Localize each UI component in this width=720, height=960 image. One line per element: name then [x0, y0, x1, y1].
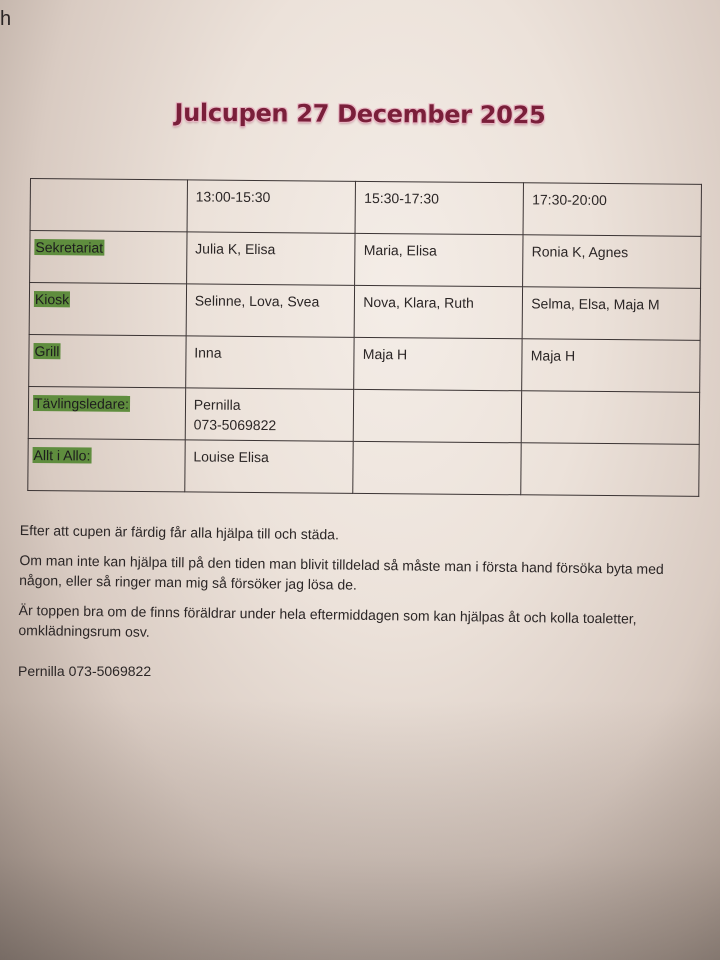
table-cell: Selma, Elsa, Maja M: [522, 287, 700, 341]
note-paragraph: Om man inte kan hjälpa till på den tiden man blivit tilldelad så måste man i första hand försöka byta med någon, eller så ringer man mig så försöker jag lösa de.: [19, 551, 664, 593]
table-cell: Ronia K, Agnes: [523, 235, 701, 289]
table-cell: [522, 391, 700, 445]
role-label-kiosk: Kiosk: [34, 291, 70, 308]
signature-contact: Pernilla 073-5069822: [18, 663, 152, 679]
table-cell: [521, 443, 699, 497]
role-cell: [29, 283, 186, 336]
role-cell: [30, 231, 187, 284]
corner-mark: h: [0, 8, 12, 30]
table-cell: [354, 389, 522, 442]
table-row: [29, 283, 700, 341]
table-row: [28, 438, 699, 496]
role-label-grill: Grill: [34, 343, 60, 360]
table-cell: Nova, Klara, Ruth: [354, 285, 522, 338]
table-cell: [353, 441, 521, 494]
table-row: [29, 334, 700, 392]
table-cell: Inna: [185, 336, 354, 389]
role-label-sekretariat: Sekretariat: [35, 239, 104, 256]
table-cell: Maja H: [522, 339, 700, 393]
time-slot-3: 17:30-20:00: [523, 183, 701, 237]
time-slot-2: 15:30-17:30: [355, 181, 523, 234]
note-paragraph: Efter att cupen är färdig får alla hjälpa till och städa.: [19, 521, 340, 543]
role-label-tavlingsledare: Tävlingsledare:: [33, 395, 130, 412]
notes-section: [18, 520, 710, 660]
table-cell: Louise Elisa: [185, 440, 354, 493]
document-title: Julcupen 27 December 2025: [174, 98, 546, 130]
role-cell: [28, 438, 185, 491]
role-label-allt-i-allo: Allt i Allo:: [33, 447, 91, 464]
schedule-table: [27, 178, 702, 497]
table-row: [28, 386, 699, 444]
header-empty-cell: [30, 179, 187, 232]
table-cell: Maja H: [354, 337, 522, 390]
table-cell: Selinne, Lova, Svea: [186, 284, 355, 337]
table-cell: Maria, Elisa: [355, 233, 523, 286]
role-cell: [29, 334, 186, 387]
table-cell: Julia K, Elisa: [186, 232, 355, 285]
table-cell: Pernilla 073-5069822: [185, 388, 354, 441]
header-row: [30, 179, 701, 237]
note-paragraph: Är toppen bra om de finns föräldrar under hela eftermiddagen som kan hjälpas åt och kolla toaletter, omklädningsrum osv.: [18, 601, 637, 640]
role-cell: [28, 386, 185, 439]
table-row: [30, 231, 701, 289]
time-slot-1: 13:00-15:30: [187, 180, 356, 233]
